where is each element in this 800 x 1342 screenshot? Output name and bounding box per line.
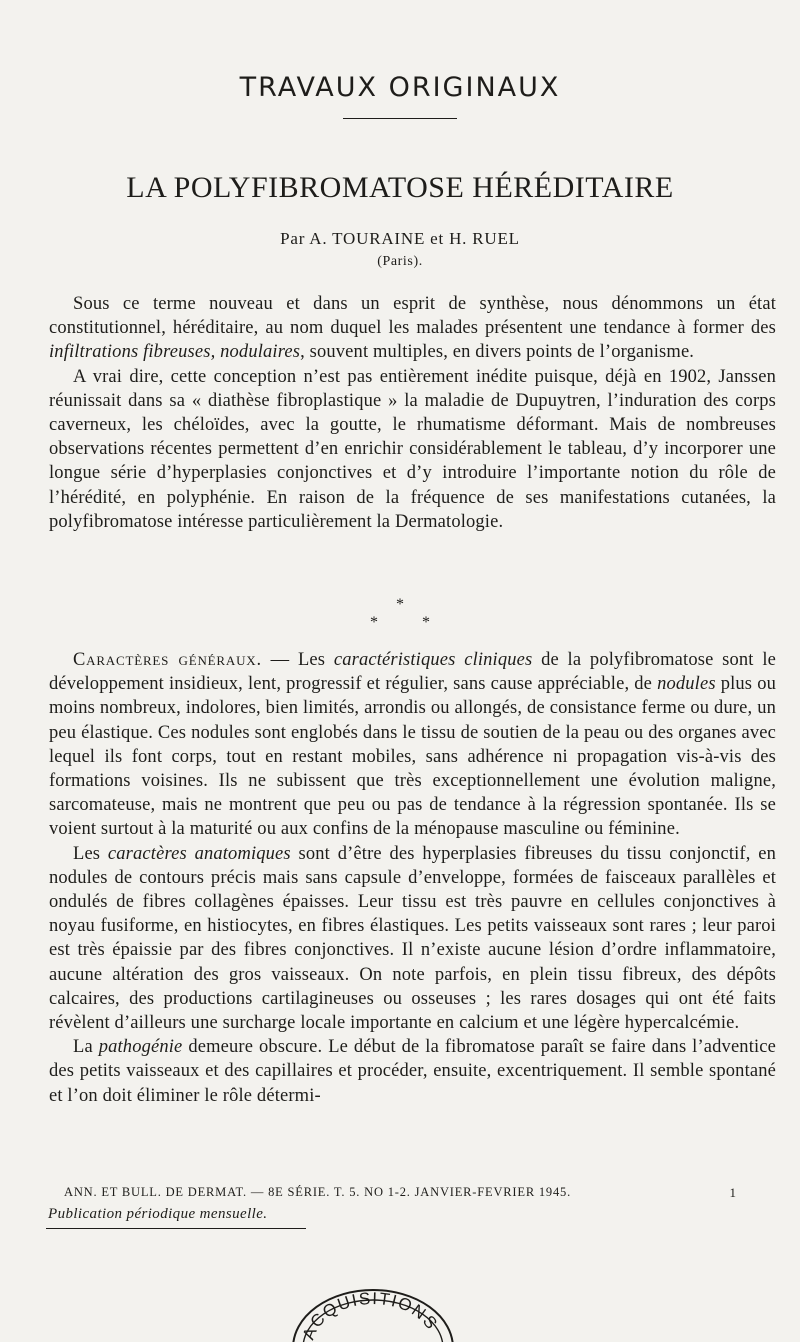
main-paragraph-3-after-italic: demeure obscure. Le début de la fibromatose paraît se faire dans l’adventice des petits vaisseaux et des capillaires et procéder, ensuite, excentriquement. Il semble spontané et l’on doit éliminer le rôle détermi- <box>49 1037 777 1106</box>
main-paragraph-1-end: plus ou moins nombreux, indolores, bien limités, arrondis ou allongés, de consistance ferme ou dure, un peu élastique. Ces nodules sont englobés dans le tissu de soutien de la peau ou des organes avec lequel ils font corps, tout en restant mobiles, sans adhérence ni propagation vis-à-vis des formations voisines. Ils ne subissent que très exceptionnellement une évolution maligne, sarcomateuse, mais ne montrent que peu ou pas de tendance à la régression spontanée. Ils se voient surtout à la maturité ou aux confins de la ménopause masculine ou féminine. <box>49 674 776 840</box>
main-paragraph-1-middle: de la polyfibromatose sont le développement insidieux, lent, progressif et régulier, sans cause appréciable, de <box>49 650 776 695</box>
location-line: (Paris). <box>377 254 423 269</box>
footer-divider <box>46 1228 306 1229</box>
intro-paragraph-2: A vrai dire, cette conception n’est pas entièrement inédite puisque, déjà en 1902, Janssen réunissait dans sa « diathèse fibroplastique » la maladie de Dupuytren, l’induration des corps caverneux, les chéloïdes, avec la goutte, le rhumatisme déformant. Mais de nombreuses observations récentes permettent d’en enrichir considérablement le tableau, d’y incorporer une longue série d’hyperplasies conjonctives et d’y introduire l’importante notion du rôle de l’hérédité, en polyphénie. En raison de la fréquence de ses manifestations cutanées, la polyfibromatose intéresse particulièrement la Dermatologie. <box>49 366 776 532</box>
page-number: 1 <box>729 1185 736 1200</box>
intro-paragraph-1-before-italic: Sous ce terme nouveau et dans un esprit de synthèse, nous dénommons un état constitutionnel, héréditaire, au nom duquel les malades présentent une tendance à former des <box>49 294 776 339</box>
main-paragraph-1-before-italic: — Les <box>261 650 334 670</box>
main-paragraph-2-before-italic: Les <box>73 843 108 864</box>
author-line: Par A. TOURAINE et H. RUEL <box>280 229 520 248</box>
intro-paragraph-1 <box>49 292 776 365</box>
asterism-separator <box>0 596 800 632</box>
asterism-bottom: * * <box>370 614 450 631</box>
main-paragraph-2-after-italic: sont d’être des hyperplasies fibreuses du tissu conjonctif, en nodules de contours précis mais sans capsule d’enveloppe, formées de faisceaux parallèles et ondulés de fibres collagènes épaisses. Leur tissu est très pauvre en cellules conjonctives à noyau fusiforme, en histiocytes, en fibres élastiques. Les petits vaisseaux sont rares ; leur paroi est très épaissie par des fibres conjonctives. Il n’existe aucune lésion d’ordre inflammatoire, aucune altération des gros vaisseaux. On note parfois, en plein tissu fibreux, des dépôts calcaires, des productions cartilagineuses ou osseuses ; les rares dosages qui ont été faits révèlent d’ailleurs une surcharge locale importante en calcium et une légère hypercalcémie. <box>49 843 777 1034</box>
stamp-text: ACQUISITIONS <box>298 1288 442 1342</box>
stamp-seal <box>280 1276 466 1342</box>
asterism-top: * <box>396 596 404 613</box>
main-paragraph-3-italic-phrase: pathogénie <box>98 1037 183 1058</box>
main-paragraph-3-before-italic: La <box>73 1037 99 1058</box>
paper-title: LA POLYFIBROMATOSE HÉRÉDITAIRE <box>126 171 674 204</box>
svg-text:ACQUISITIONS <box>299 1289 442 1342</box>
main-paragraph-2 <box>49 842 776 1036</box>
main-paragraph-1-italic-nodules: nodules <box>657 674 716 695</box>
title-divider <box>343 118 457 119</box>
main-paragraph-3 <box>49 1035 776 1108</box>
publication-note: Publication périodique mensuelle. <box>48 1206 268 1222</box>
main-paragraph-1-italic-phrase: caractéristiques cliniques <box>333 650 533 670</box>
section-title: TRAVAUX ORIGINAUX <box>239 72 561 103</box>
section-heading-general-characteristics: Caractères généraux. <box>73 650 262 670</box>
intro-paragraph-1-italic-phrase: infiltrations fibreuses, nodulaires <box>49 342 301 363</box>
introduction-text <box>49 292 776 534</box>
main-paragraph-2-italic-phrase: caractères anatomiques <box>107 843 291 864</box>
journal-citation: ANN. ET BULL. DE DERMAT. — 8E SÉRIE. T. 5. NO 1-2. JANVIER-FEVRIER 1945. <box>64 1185 572 1199</box>
main-paragraph-1 <box>49 648 776 842</box>
intro-paragraph-1-after-italic: , souvent multiples, en divers points de l’organisme. <box>300 342 695 363</box>
main-text <box>49 648 776 1108</box>
acquisition-stamp <box>280 1276 466 1342</box>
